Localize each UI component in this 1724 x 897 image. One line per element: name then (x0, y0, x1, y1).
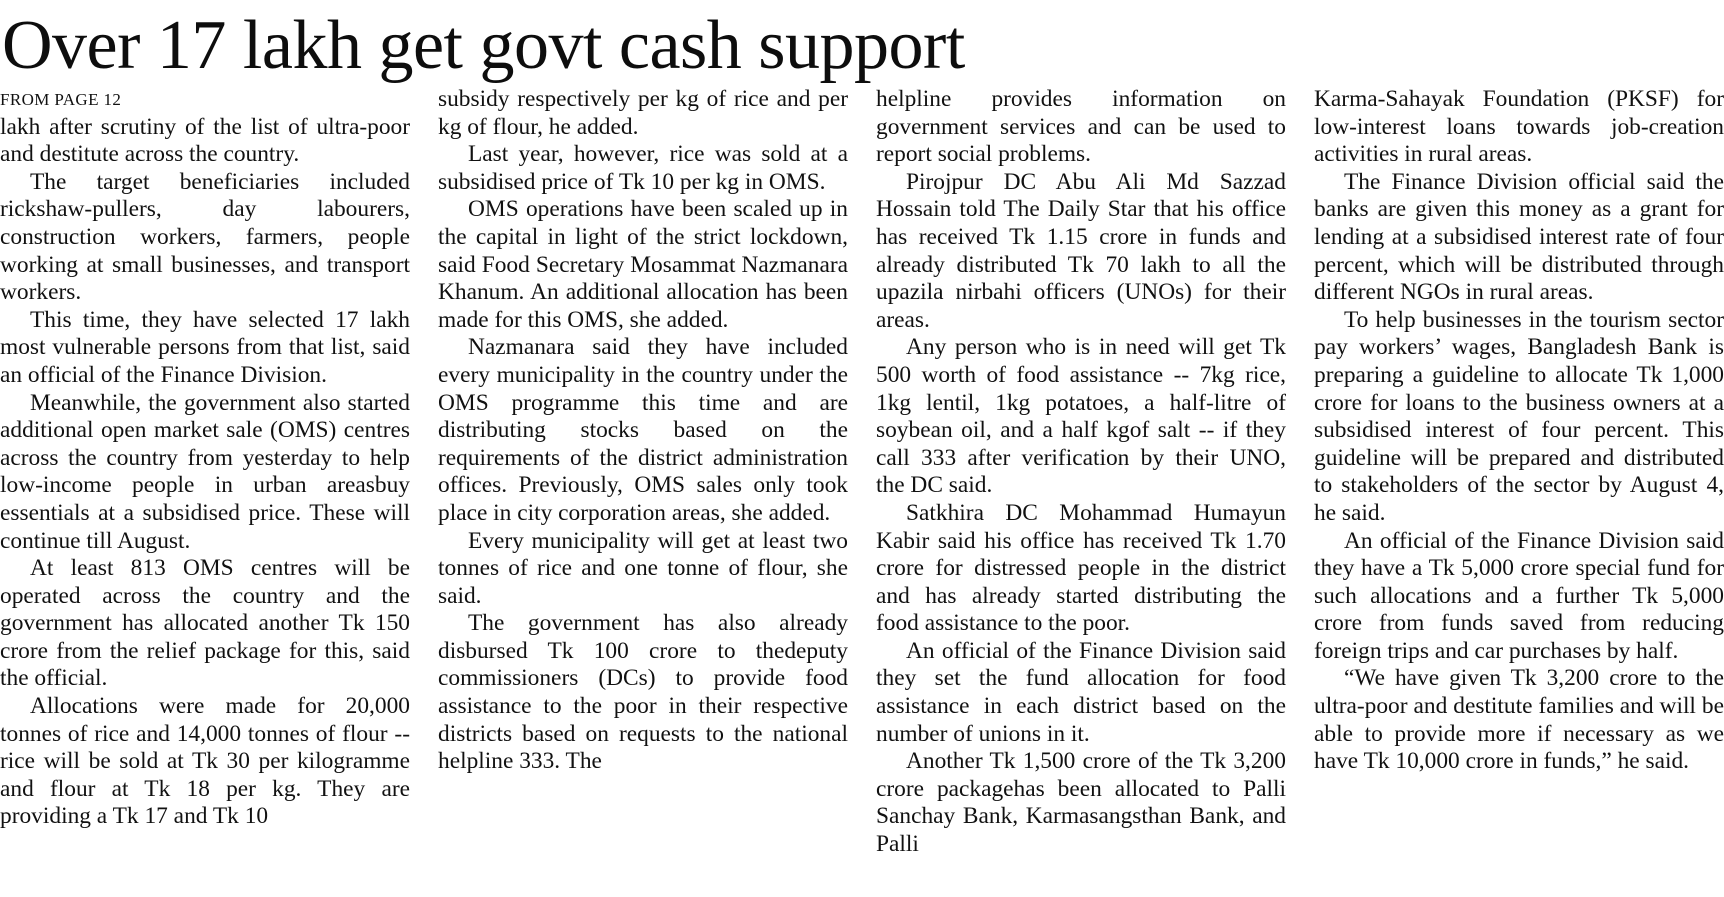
paragraph: Meanwhile, the government also started additional open market sale (OMS) centres across the country from yesterday to help low-income people in urban areasbuy essentials at a subsidised price. These will continue till August. (0, 389, 410, 554)
paragraph: Satkhira DC Mohammad Humayun Kabir said his office has received Tk 1.70 crore for distressed people in the district and has already started distributing the food assistance to the poor. (876, 499, 1286, 637)
paragraph: An official of the Finance Division said they have a Tk 5,000 crore special fund for such allocations and a further Tk 5,000 crore from funds saved from reducing foreign trips and car purchases by half. (1314, 527, 1724, 664)
paragraph: Allocations were made for 20,000 tonnes of rice and 14,000 tonnes of flour -- rice will be sold at Tk 30 per kilogramme and flour at Tk 18 per kg. They are providing a Tk 17 and Tk 10 (0, 693, 410, 830)
paragraph: OMS operations have been scaled up in the capital in light of the strict lockdown, said Food Secretary Mosammat Nazmanara Khanum. An additional allocation has been made for this OMS, she added. (438, 196, 848, 333)
column-1 (0, 86, 410, 892)
paragraph: An official of the Finance Division said they set the fund allocation for food assistance in each district based on the number of unions in it. (876, 637, 1286, 747)
paragraph: Karma-Sahayak Foundation (PKSF) for low-interest loans towards job-creation activities in rural areas. (1314, 86, 1724, 168)
column-2 (438, 86, 848, 892)
paragraph: This time, they have selected 17 lakh most vulnerable persons from that list, said an official of the Finance Division. (0, 306, 410, 388)
article-body (0, 86, 1724, 892)
paragraph: Any person who is in need will get Tk 500 worth of food assistance -- 7kg rice, 1kg lentil, 1kg potatoes, a half-litre of soybean oil, and a half kgof salt -- if they call 333 after verification by their UNO, the DC said. (876, 334, 1286, 499)
paragraph: To help businesses in the tourism sector pay workers’ wages, Bangladesh Bank is preparing a guideline to allocate Tk 1,000 crore for loans to the business owners at a subsidised interest of four percent. This guideline will be prepared and distributed to stakeholders of the sector by August 4, he said. (1314, 306, 1724, 526)
paragraph: Another Tk 1,500 crore of the Tk 3,200 crore packagehas been allocated to Palli Sanchay Bank, Karmasangsthan Bank, and Palli (876, 748, 1286, 858)
continued-from-label: FROM PAGE 12 (0, 90, 122, 109)
paragraph: Pirojpur DC Abu Ali Md Sazzad Hossain told The Daily Star that his office has received Tk 1.15 crore in funds and already distributed Tk 70 lakh to all the upazila nirbahi officers (UNOs) for their areas. (876, 168, 1286, 333)
paragraph: Last year, however, rice was sold at a subsidised price of Tk 10 per kg in OMS. (438, 141, 848, 195)
paragraph: Nazmanara said they have included every municipality in the country under the OMS programme this time and are distributing stocks based on the requirements of the district administration offices. Previously, OMS sales only took place in city corporation areas, she added. (438, 334, 848, 526)
paragraph: The Finance Division official said the banks are given this money as a grant for lending at a subsidised interest rate of four percent, which will be distributed through different NGOs in rural areas. (1314, 168, 1724, 306)
paragraph: At least 813 OMS centres will be operated across the country and the government has allocated another Tk 150 crore from the relief package for this, said the official. (0, 555, 410, 692)
paragraph: subsidy respectively per kg of rice and per kg of flour, he added. (438, 86, 848, 140)
paragraph: “We have given Tk 3,200 crore to the ultra-poor and destitute families and will be able to provide more if necessary as we have Tk 10,000 crore in funds,” he said. (1314, 665, 1724, 775)
paragraph: Every municipality will get at least two tonnes of rice and one tonne of flour, she said. (438, 527, 848, 609)
paragraph: helpline provides information on government services and can be used to report social problems. (876, 86, 1286, 168)
paragraph: The target beneficiaries included rickshaw-pullers, day labourers, construction workers, farmers, people working at small businesses, and transport workers. (0, 168, 410, 306)
headline: Over 17 lakh get govt cash support (2, 7, 965, 84)
column-4 (1314, 86, 1724, 892)
paragraph: lakh after scrutiny of the list of ultra-poor and destitute across the country. (0, 113, 410, 168)
column-3 (876, 86, 1286, 892)
paragraph: The government has also already disbursed Tk 100 crore to thedeputy commissioners (DCs) to provide food assistance to the poor in their respective districts based on requests to the national helpline 333. The (438, 610, 848, 775)
